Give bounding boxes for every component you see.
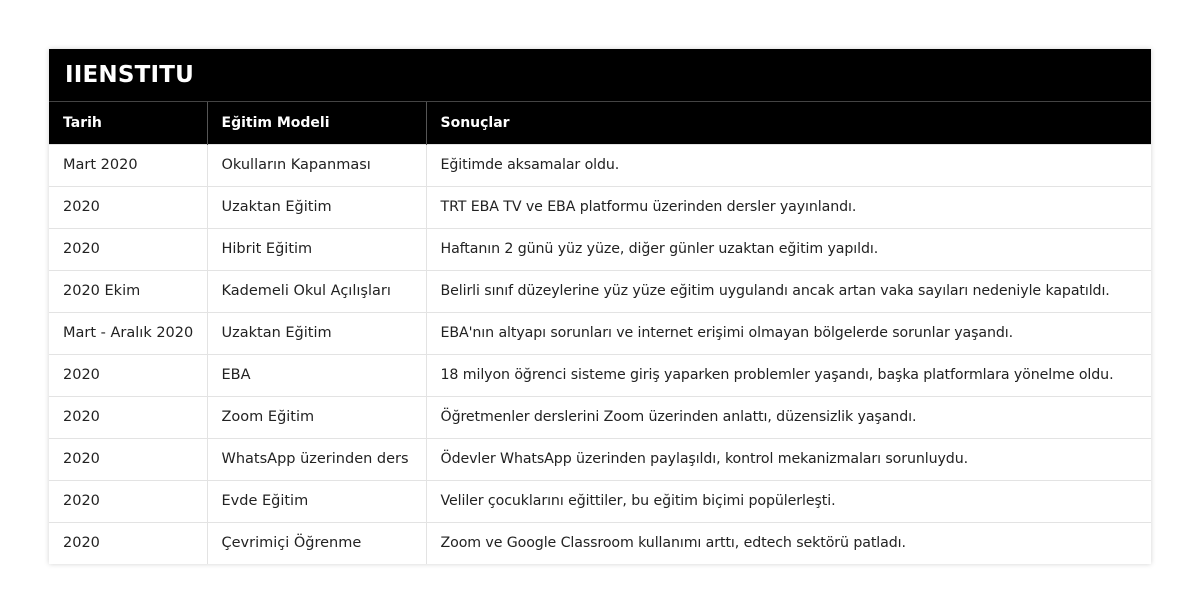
cell-egitim-modeli: Kademeli Okul Açılışları xyxy=(207,270,426,312)
cell-sonuclar: Eğitimde aksamalar oldu. xyxy=(426,144,1151,186)
cell-egitim-modeli: EBA xyxy=(207,354,426,396)
cell-egitim-modeli: Hibrit Eğitim xyxy=(207,228,426,270)
table-row xyxy=(49,312,1151,354)
table-row xyxy=(49,270,1151,312)
cell-sonuclar: Ödevler WhatsApp üzerinden paylaşıldı, kontrol mekanizmaları sorunluydu. xyxy=(426,438,1151,480)
cell-tarih: 2020 Ekim xyxy=(49,270,207,312)
cell-sonuclar: EBA'nın altyapı sorunları ve internet erişimi olmayan bölgelerde sorunlar yaşandı. xyxy=(426,312,1151,354)
table-header-row xyxy=(49,102,1151,144)
cell-egitim-modeli: Uzaktan Eğitim xyxy=(207,312,426,354)
table-row xyxy=(49,522,1151,564)
cell-tarih: 2020 xyxy=(49,354,207,396)
cell-sonuclar: Öğretmenler derslerini Zoom üzerinden anlattı, düzensizlik yaşandı. xyxy=(426,396,1151,438)
cell-egitim-modeli: Okulların Kapanması xyxy=(207,144,426,186)
cell-tarih: 2020 xyxy=(49,480,207,522)
cell-sonuclar: Belirli sınıf düzeylerine yüz yüze eğitim uygulandı ancak artan vaka sayıları nedeniyle kapatıldı. xyxy=(426,270,1151,312)
cell-sonuclar: TRT EBA TV ve EBA platformu üzerinden dersler yayınlandı. xyxy=(426,186,1151,228)
cell-egitim-modeli: Evde Eğitim xyxy=(207,480,426,522)
data-table xyxy=(49,102,1151,564)
table-row xyxy=(49,438,1151,480)
cell-tarih: 2020 xyxy=(49,186,207,228)
table-row xyxy=(49,144,1151,186)
cell-egitim-modeli: Çevrimiçi Öğrenme xyxy=(207,522,426,564)
table-row xyxy=(49,480,1151,522)
cell-egitim-modeli: WhatsApp üzerinden ders xyxy=(207,438,426,480)
table-row xyxy=(49,396,1151,438)
cell-egitim-modeli: Zoom Eğitim xyxy=(207,396,426,438)
column-header-sonuclar: Sonuçlar xyxy=(426,102,1151,144)
cell-egitim-modeli: Uzaktan Eğitim xyxy=(207,186,426,228)
cell-sonuclar: Zoom ve Google Classroom kullanımı arttı, edtech sektörü patladı. xyxy=(426,522,1151,564)
column-header-egitim-modeli: Eğitim Modeli xyxy=(207,102,426,144)
cell-tarih: 2020 xyxy=(49,228,207,270)
column-header-tarih: Tarih xyxy=(49,102,207,144)
cell-sonuclar: Veliler çocuklarını eğittiler, bu eğitim biçimi popülerleşti. xyxy=(426,480,1151,522)
cell-tarih: 2020 xyxy=(49,396,207,438)
cell-tarih: Mart - Aralık 2020 xyxy=(49,312,207,354)
table-container xyxy=(49,49,1151,564)
table-row xyxy=(49,354,1151,396)
table-row xyxy=(49,186,1151,228)
table-row xyxy=(49,228,1151,270)
cell-tarih: Mart 2020 xyxy=(49,144,207,186)
cell-sonuclar: Haftanın 2 günü yüz yüze, diğer günler uzaktan eğitim yapıldı. xyxy=(426,228,1151,270)
cell-tarih: 2020 xyxy=(49,522,207,564)
table-title: IIENSTITU xyxy=(49,49,1151,102)
cell-sonuclar: 18 milyon öğrenci sisteme giriş yaparken problemler yaşandı, başka platformlara yönelme oldu. xyxy=(426,354,1151,396)
cell-tarih: 2020 xyxy=(49,438,207,480)
